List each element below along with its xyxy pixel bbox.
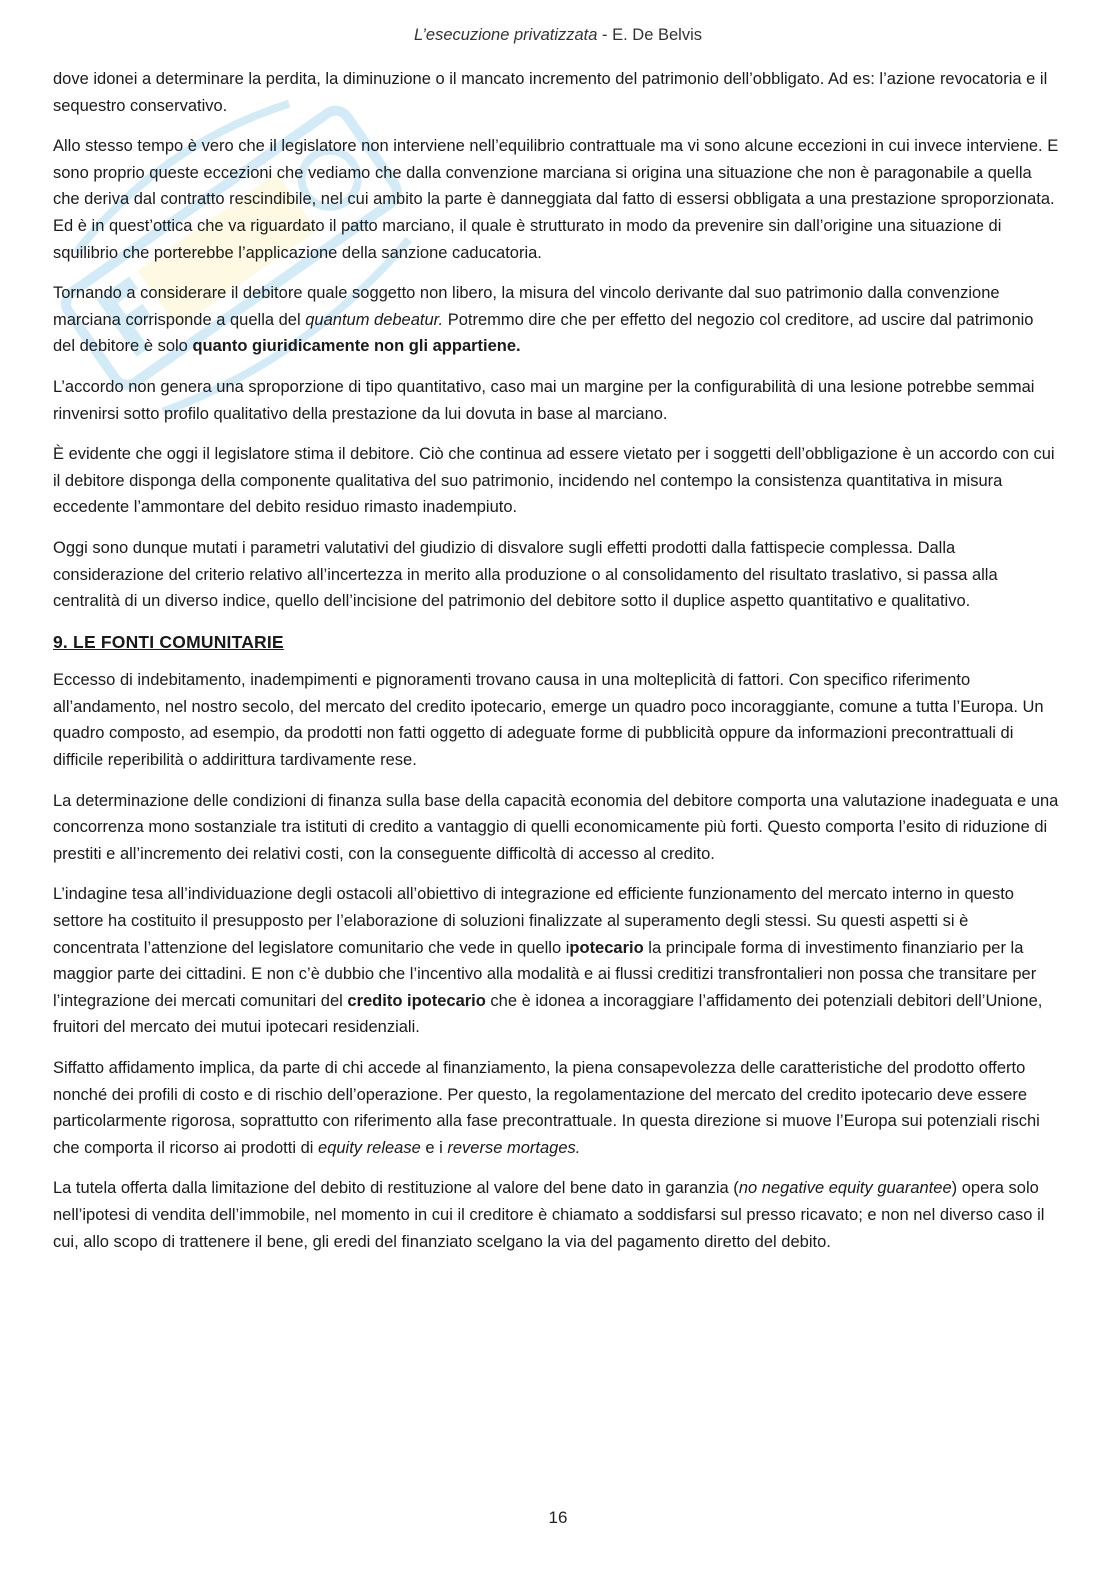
bold-text: quanto giuridicamente non gli appartiene.: [192, 337, 521, 356]
paragraph: Eccesso di indebitamento, inadempimenti e pignoramenti trovano causa in una molteplicità di fattori. Con specifico riferimento all’andamento, nel nostro secolo, del mercato del credito ipotecario, emerge un quadro poco incoraggiante, comune a tutta l’Europa. Un quadro composto, ad esempio, da prodotti non fatti oggetto di adeguate forme di pubblicità oppure da informazioni precontrattuali di difficile reperibilità o addirittura tardivamente rese.: [53, 671, 1044, 770]
paragraph: L’accordo non genera una sproporzione di tipo quantitativo, caso mai un margine per la configurabilità di una lesione potrebbe semmai rinvenirsi sotto profilo qualitativo della prestazione da lui dovuta in base al marciano.: [53, 377, 1035, 423]
paragraph: È evidente che oggi il legislatore stima il debitore. Ciò che continua ad essere vietato per i soggetti dell’obbligazione è un accordo con cui il debitore disponga della componente qualitativa del suo patrimonio, incidendo nel contempo la consistenza quantitativa in misura eccedente l’ammontare del debito residuo rimasto inadempiuto.: [53, 445, 1055, 517]
paragraph: [53, 280, 1059, 360]
text-run: La tutela offerta dalla limitazione del debito di restituzione al valore del bene dato in garanzia (: [53, 1179, 739, 1198]
text-run: Tornando a considerare il debitore quale soggetto non libero, la misura del vincolo derivante dal suo patrimonio dalla convenzione marciana corrisponde a quella del: [53, 284, 1000, 329]
text-run: ) opera solo nell’ipotesi di vendita dell’immobile, nel momento in cui il creditore è chiamato a soddisfarsi sul presso ricavato; e non nel diverso caso il cui, allo scopo di trattenere il bene, gli eredi del finanziato scelgano la via del pagamento diretto del debito.: [53, 1179, 1045, 1251]
text-run: che è idonea a incoraggiare l’affidamento dei potenziali debitori dell’Unione, fruitori del mercato dei mutui ipotecari residenziali.: [53, 991, 1043, 1037]
header-separator: -: [597, 26, 613, 44]
bold-text: potecario: [569, 938, 644, 957]
italic-text: reverse mortages.: [447, 1138, 581, 1157]
paragraph: dove idonei a determinare la perdita, la diminuzione o il mancato incremento del patrimonio dell’obbligato. Ad es: l’azione revocatoria e il sequestro conservativo.: [53, 70, 1048, 115]
italic-text: equity release: [318, 1138, 421, 1157]
running-header: [0, 26, 1116, 45]
text-run: e i: [420, 1138, 448, 1157]
paragraph: Oggi sono dunque mutati i parametri valutativi del giudizio di disvalore sugli effetti prodotti dalla fattispecie complessa. Dalla considerazione del criterio relativo all’incertezza in merito alla produzione o al consolidamento del risultato traslativo, si passa alla centralità di un diverso indice, quello dell’incisione del patrimonio del debitore sotto il duplice aspetto quantitativo e qualitativo.: [53, 538, 998, 611]
text-run: Siffatto affidamento implica, da parte di chi accede al finanziamento, la piena consapevolezza delle caratteristiche del prodotto offerto nonché dei profili di costo e di rischio dell’operazione. Per questo, la regolamentazione del mercato del credito ipotecario deve essere particolarmente rigorosa, soprattutto con riferimento alla fase precontrattuale. In questa direzione si muove l’Europa sui potenziali rischi che comporta il ricorso ai prodotti di: [53, 1059, 1040, 1157]
paragraph: [53, 1175, 1059, 1255]
text-run: Potremmo dire che per effetto del negozio col creditore, ad uscire dal patrimonio del debitore è solo: [53, 310, 1034, 356]
page-number: 16: [548, 1508, 568, 1527]
paragraph: [53, 881, 1059, 1041]
paragraph: Allo stesso tempo è vero che il legislatore non interviene nell’equilibrio contrattuale ma vi sono alcune eccezioni in cui invece interviene. E sono proprio queste eccezioni che vediamo che dalla convenzione marciana si origina una situazione che non è paragonabile a quella che deriva dal contratto rescindibile, nel cui ambito la parte è danneggiata dal fatto di essersi obbligata a una prestazione sproporzionata. Ed è in quest’ottica che va riguardato il patto marciano, il quale è strutturato in modo da prevenire sin dall’origine una situazione di squilibrio che porterebbe l’applicazione della sanzione caducatoria.: [53, 137, 1059, 262]
header-author: E. De Belvis: [612, 26, 702, 44]
header-title: L’esecuzione privatizzata: [414, 26, 598, 44]
paragraph: [53, 1055, 1059, 1161]
section-heading: 9. LE FONTI COMUNITARIE: [53, 631, 284, 652]
text-run: L’indagine tesa all’individuazione degli ostacoli all’obiettivo di integrazione ed efficiente funzionamento del mercato interno in questo settore ha costituito il presupposto per l’elaborazione di soluzioni finalizzate al superamento degli stessi. Su questi aspetti si è concentrata l’attenzione del legislatore comunitario che vede in quello i: [53, 885, 1014, 957]
paragraph: La determinazione delle condizioni di finanza sulla base della capacità economia del debitore comporta una valutazione inadeguata e una concorrenza mono sostanziale tra istituti di credito a vantaggio di quelli economicamente più forti. Questo comporta l’esito di riduzione di prestiti e all’incremento dei relativi costi, con la conseguente difficoltà di accesso al credito.: [53, 791, 1059, 863]
bold-text: credito ipotecario: [347, 991, 486, 1010]
italic-text: quantum debeatur.: [305, 310, 444, 329]
document-body: [53, 66, 1059, 1269]
text-run: la principale forma di investimento finanziario per la maggior parte dei cittadini. E non c’è dubbio che l’incentivo alla modalità e ai flussi creditizi transfrontalieri non possa che transitare per l’integrazione dei mercati comunitari del: [53, 938, 1037, 1010]
italic-text: no negative equity guarantee: [738, 1179, 952, 1198]
